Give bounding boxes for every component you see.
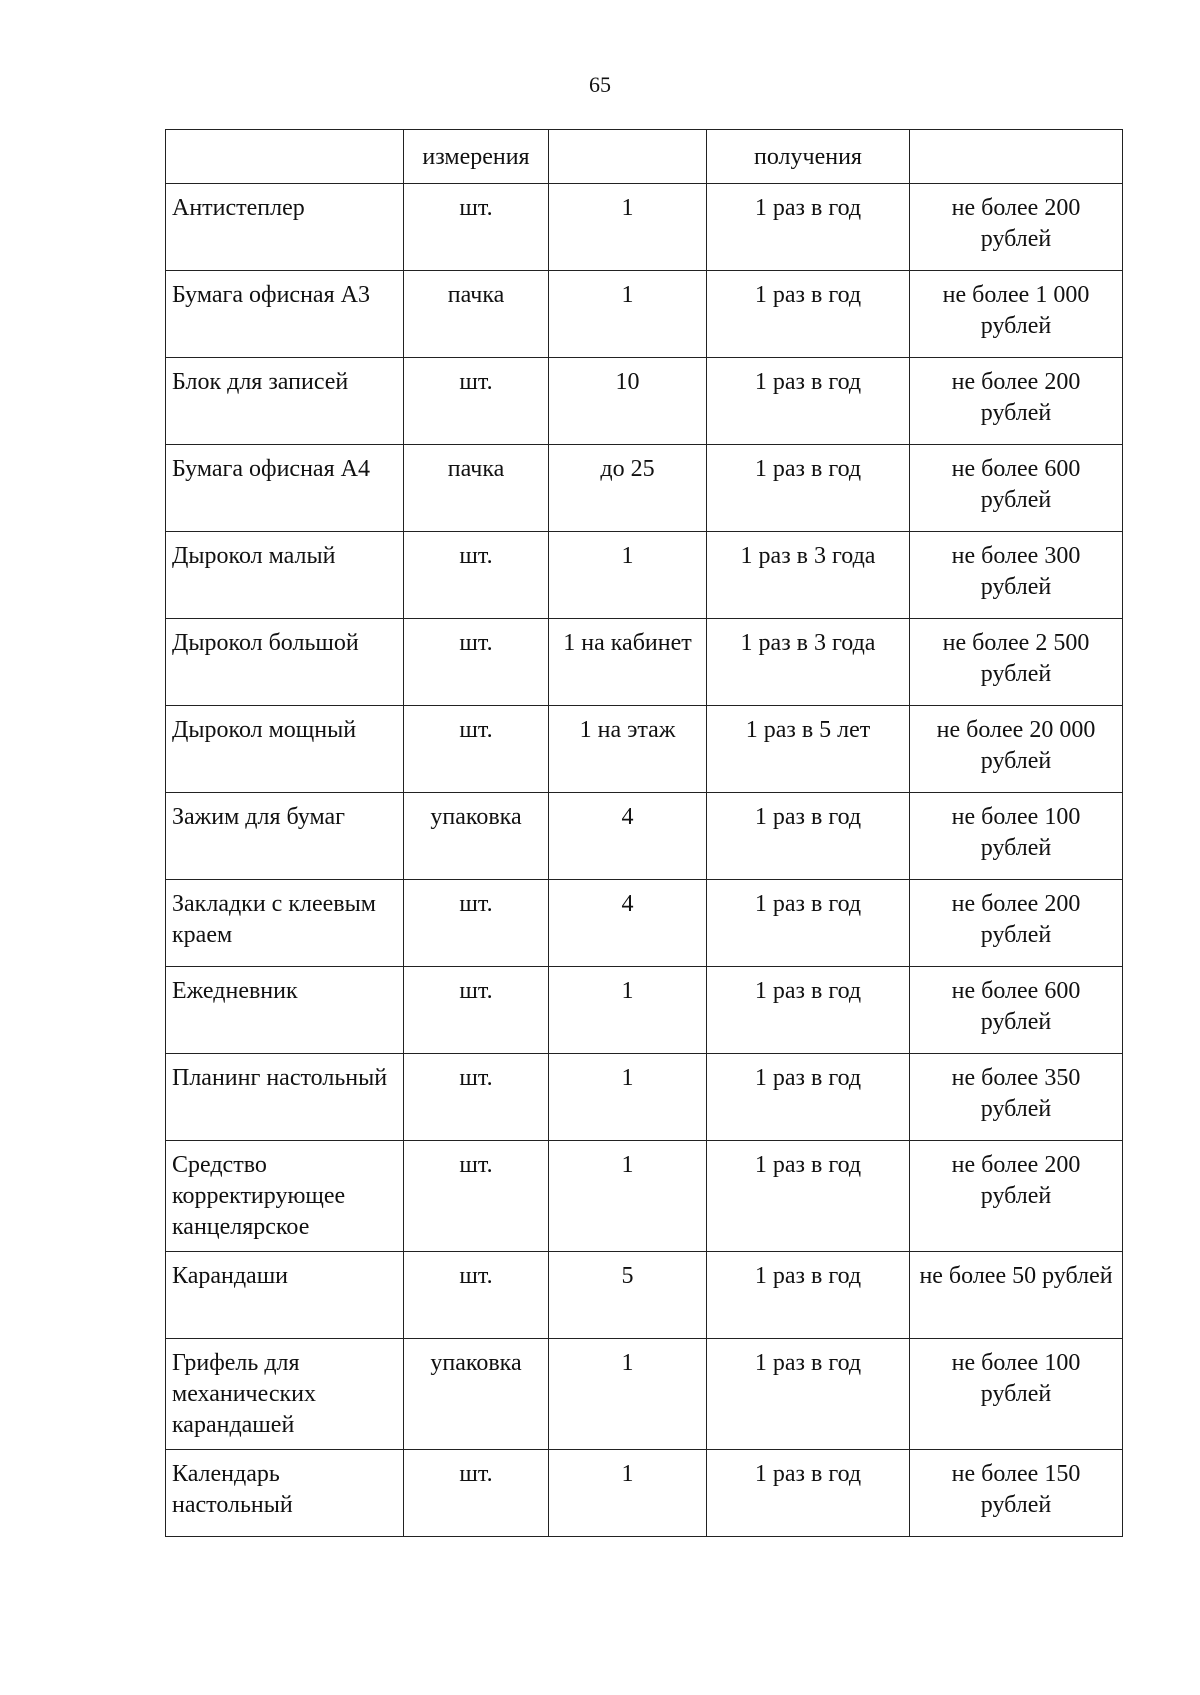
header-cell-price (910, 130, 1123, 184)
price-cell: не более 200 рублей (910, 1141, 1123, 1252)
price-cell: не более 200 рублей (910, 880, 1123, 967)
period-cell: 1 раз в год (707, 793, 910, 880)
price-cell: не более 20 000 рублей (910, 706, 1123, 793)
price-cell: не более 50 рублей (910, 1252, 1123, 1339)
unit-cell: упаковка (404, 1339, 549, 1450)
unit-cell: пачка (404, 271, 549, 358)
price-cell: не более 100 рублей (910, 793, 1123, 880)
table-row (166, 1252, 1123, 1339)
price-cell: не более 2 500 рублей (910, 619, 1123, 706)
supplies-norms-table (165, 129, 1123, 1537)
item-name-cell: Закладки с клеевым краем (166, 880, 404, 967)
period-cell: 1 раз в 3 года (707, 532, 910, 619)
item-name-cell: Грифель для механических карандашей (166, 1339, 404, 1450)
period-cell: 1 раз в год (707, 880, 910, 967)
period-cell: 1 раз в год (707, 184, 910, 271)
price-cell: не более 350 рублей (910, 1054, 1123, 1141)
table-row (166, 793, 1123, 880)
price-cell: не более 200 рублей (910, 358, 1123, 445)
item-name-cell: Блок для записей (166, 358, 404, 445)
period-cell: 1 раз в год (707, 1252, 910, 1339)
quantity-cell: 1 (549, 532, 707, 619)
period-cell: 1 раз в год (707, 1141, 910, 1252)
quantity-cell: 1 (549, 184, 707, 271)
price-cell: не более 200 рублей (910, 184, 1123, 271)
unit-cell: шт. (404, 358, 549, 445)
price-cell: не более 100 рублей (910, 1339, 1123, 1450)
period-cell: 1 раз в 5 лет (707, 706, 910, 793)
item-name-cell: Дырокол мощный (166, 706, 404, 793)
quantity-cell: 10 (549, 358, 707, 445)
table-row (166, 1339, 1123, 1450)
table-row (166, 706, 1123, 793)
table-row (166, 184, 1123, 271)
quantity-cell: 1 на кабинет (549, 619, 707, 706)
quantity-cell: 1 (549, 1141, 707, 1252)
quantity-cell: 1 (549, 967, 707, 1054)
item-name-cell: Бумага офисная А3 (166, 271, 404, 358)
quantity-cell: до 25 (549, 445, 707, 532)
quantity-cell: 1 (549, 1054, 707, 1141)
item-name-cell: Зажим для бумаг (166, 793, 404, 880)
unit-cell: шт. (404, 619, 549, 706)
item-name-cell: Карандаши (166, 1252, 404, 1339)
unit-cell: шт. (404, 1054, 549, 1141)
quantity-cell: 1 на этаж (549, 706, 707, 793)
item-name-cell: Календарь настольный (166, 1450, 404, 1537)
price-cell: не более 150 рублей (910, 1450, 1123, 1537)
table-row (166, 880, 1123, 967)
table-row (166, 619, 1123, 706)
period-cell: 1 раз в год (707, 445, 910, 532)
item-name-cell: Бумага офисная А4 (166, 445, 404, 532)
header-cell-period: получения (707, 130, 910, 184)
quantity-cell: 5 (549, 1252, 707, 1339)
item-name-cell: Антистеплер (166, 184, 404, 271)
table-row (166, 967, 1123, 1054)
table-row (166, 1054, 1123, 1141)
quantity-cell: 4 (549, 793, 707, 880)
header-cell-qty (549, 130, 707, 184)
period-cell: 1 раз в год (707, 1339, 910, 1450)
table-row (166, 1141, 1123, 1252)
table-row (166, 271, 1123, 358)
item-name-cell: Ежедневник (166, 967, 404, 1054)
period-cell: 1 раз в год (707, 271, 910, 358)
unit-cell: шт. (404, 967, 549, 1054)
header-cell-unit: измерения (404, 130, 549, 184)
unit-cell: шт. (404, 706, 549, 793)
item-name-cell: Дырокол малый (166, 532, 404, 619)
period-cell: 1 раз в год (707, 358, 910, 445)
quantity-cell: 1 (549, 1339, 707, 1450)
unit-cell: шт. (404, 184, 549, 271)
unit-cell: шт. (404, 1141, 549, 1252)
unit-cell: шт. (404, 1450, 549, 1537)
price-cell: не более 600 рублей (910, 967, 1123, 1054)
item-name-cell: Дырокол большой (166, 619, 404, 706)
unit-cell: шт. (404, 532, 549, 619)
price-cell: не более 300 рублей (910, 532, 1123, 619)
price-cell: не более 600 рублей (910, 445, 1123, 532)
unit-cell: шт. (404, 880, 549, 967)
period-cell: 1 раз в год (707, 967, 910, 1054)
period-cell: 1 раз в 3 года (707, 619, 910, 706)
period-cell: 1 раз в год (707, 1054, 910, 1141)
page-number: 65 (589, 72, 611, 97)
header-cell-name (166, 130, 404, 184)
table-row (166, 532, 1123, 619)
table-row (166, 358, 1123, 445)
table-row (166, 1450, 1123, 1537)
quantity-cell: 1 (549, 1450, 707, 1537)
item-name-cell: Средство корректирующее канцелярское (166, 1141, 404, 1252)
unit-cell: пачка (404, 445, 549, 532)
table-row (166, 445, 1123, 532)
item-name-cell: Планинг настольный (166, 1054, 404, 1141)
unit-cell: упаковка (404, 793, 549, 880)
price-cell: не более 1 000 рублей (910, 271, 1123, 358)
table-header-row (166, 130, 1123, 184)
unit-cell: шт. (404, 1252, 549, 1339)
quantity-cell: 1 (549, 271, 707, 358)
quantity-cell: 4 (549, 880, 707, 967)
period-cell: 1 раз в год (707, 1450, 910, 1537)
